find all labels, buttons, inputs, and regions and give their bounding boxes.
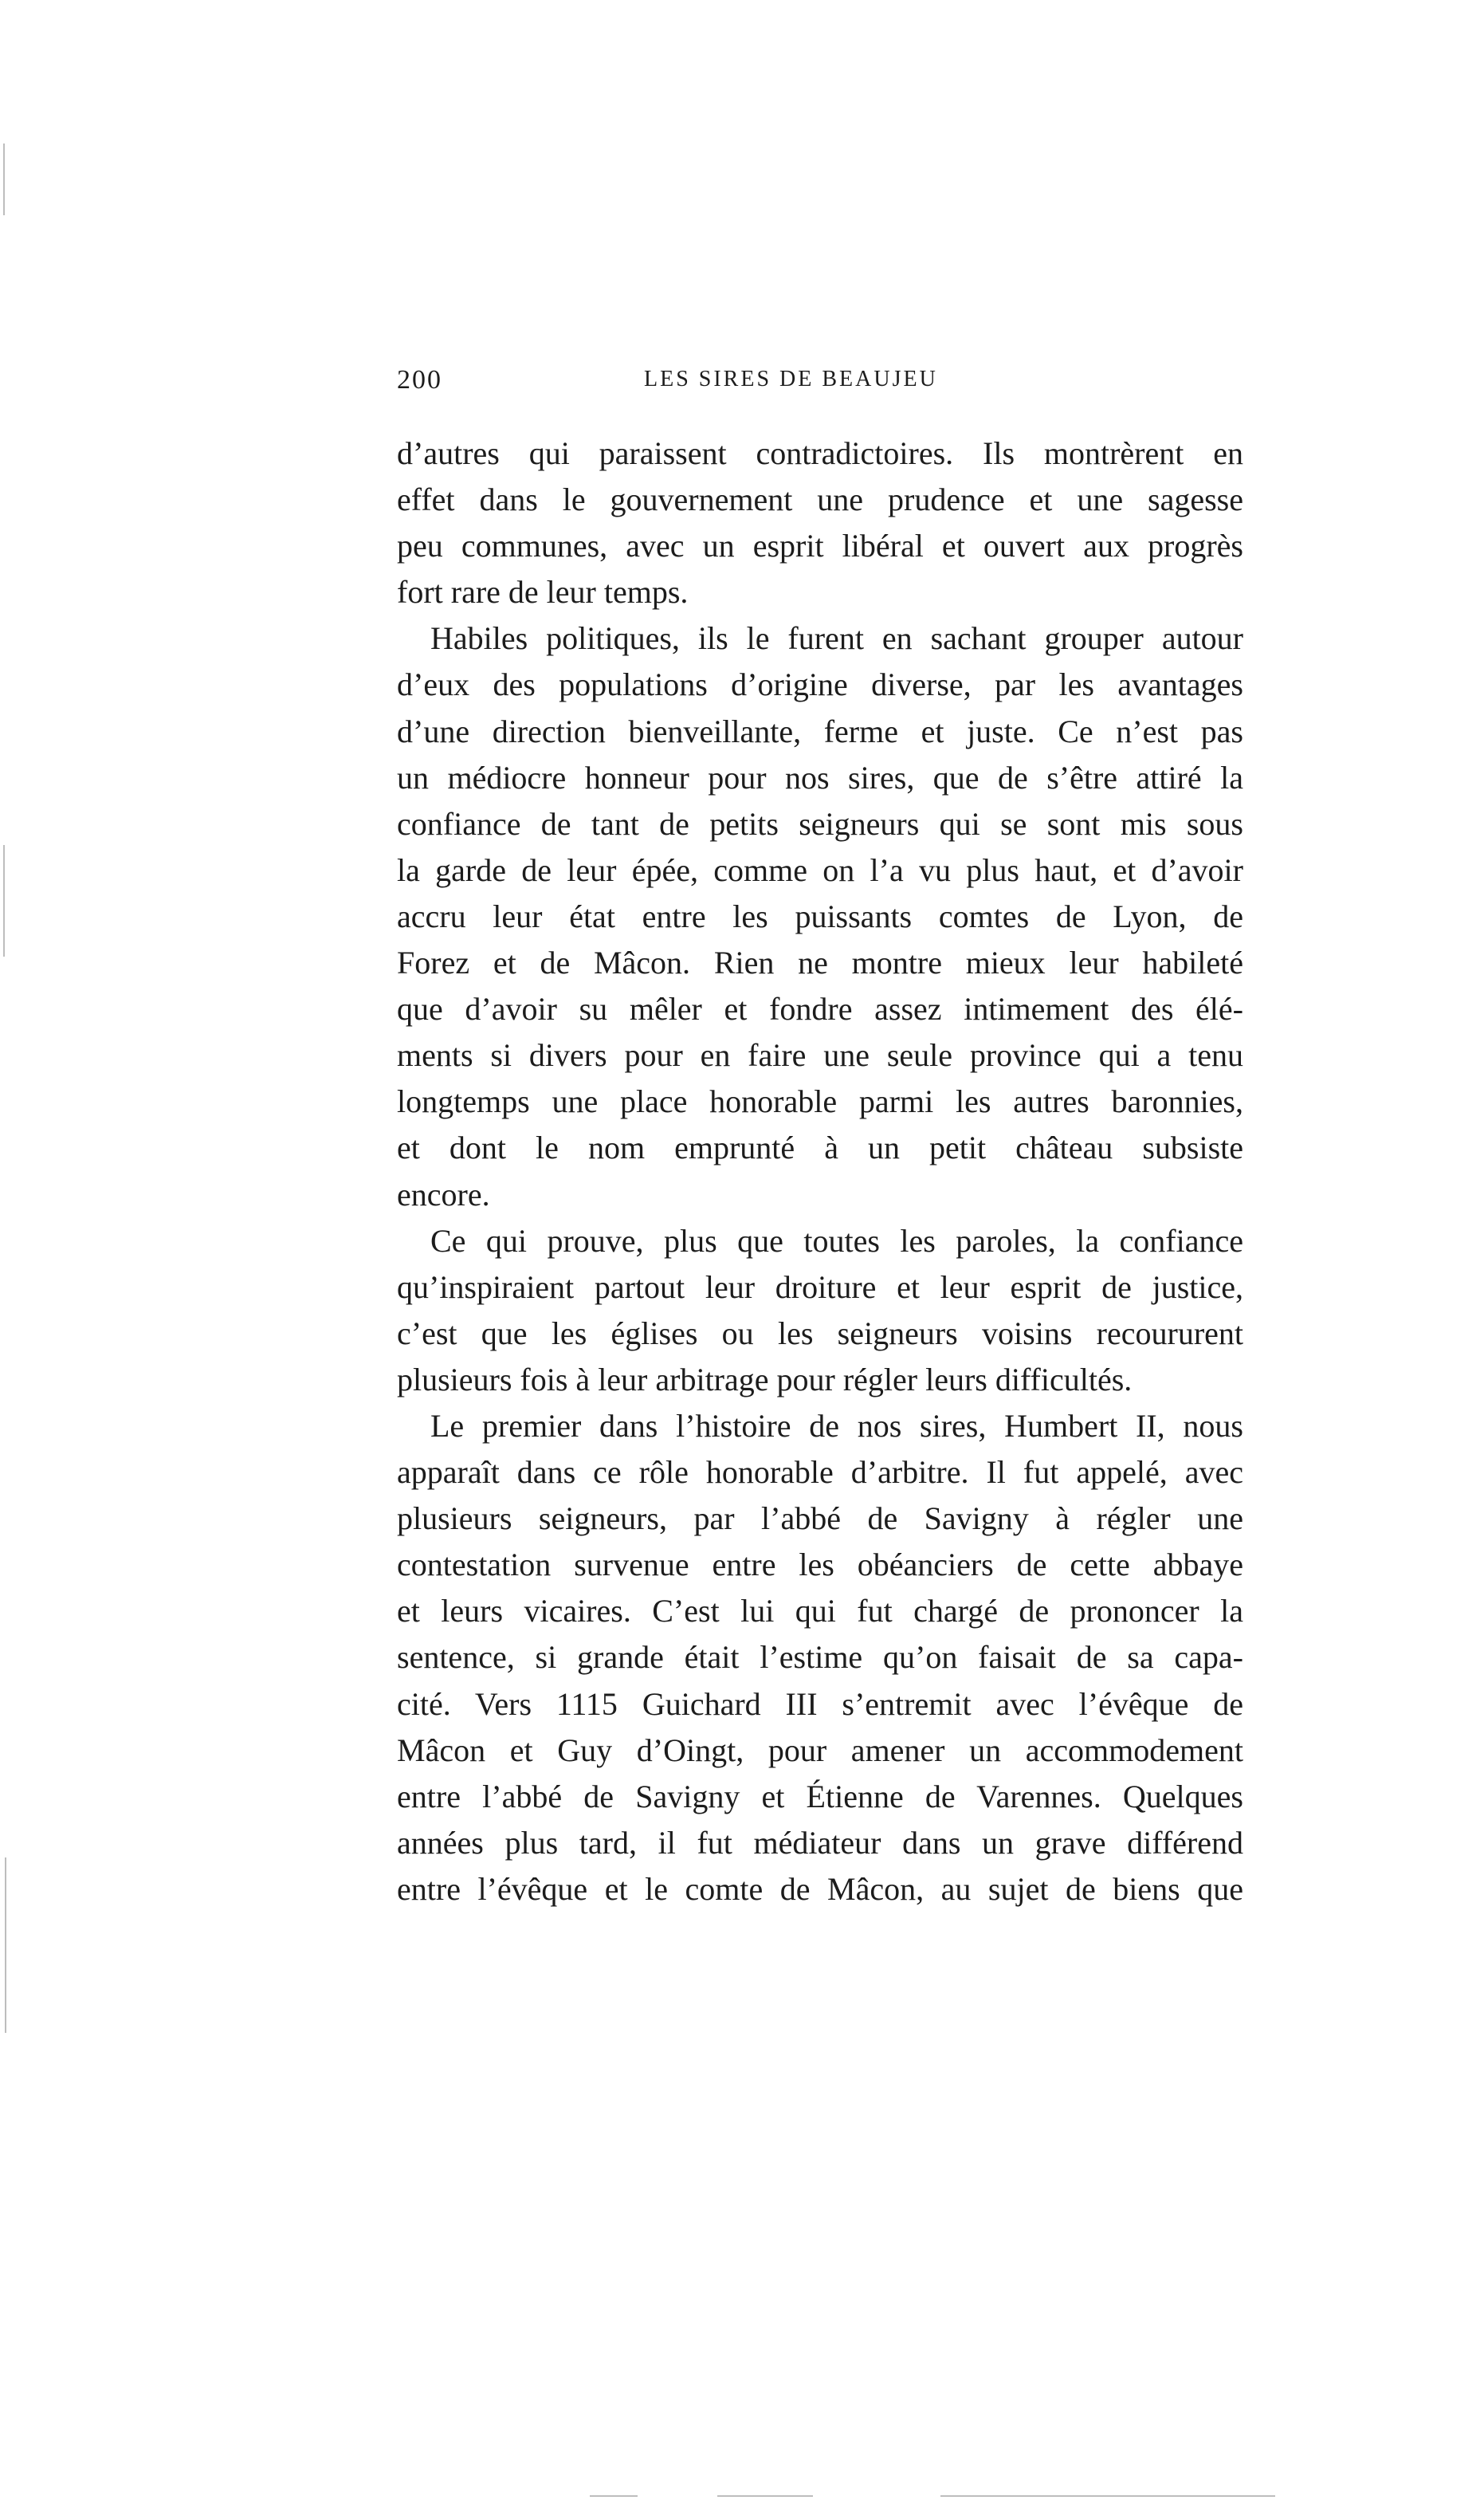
text-line: accru leur état entre les puissants comtes de Lyon, de (397, 898, 1243, 934)
text-line: plusieurs fois à leur arbitrage pour régler leurs difficultés. (397, 1361, 1133, 1397)
text-line: Le premier dans l’histoire de nos sires, Humbert II, nous (430, 1407, 1243, 1444)
text-line: et leurs vicaires. C’est lui qui fut chargé de prononcer la (397, 1593, 1243, 1629)
text-line: c’est que les églises ou les seigneurs voisins recoururent (397, 1315, 1243, 1351)
text-line: qu’inspiraient partout leur droiture et leur esprit de justice, (397, 1268, 1243, 1305)
text-line: d’eux des populations d’origine diverse, par les avantages (397, 666, 1243, 703)
scan-mark (590, 2495, 638, 2497)
text-line: Ce qui prouve, plus que toutes les paroles, la confiance (430, 1222, 1243, 1259)
scan-mark (3, 143, 5, 215)
text-line: encore. (397, 1176, 490, 1213)
page-header (397, 365, 1243, 405)
text-line: peu communes, avec un esprit libéral et ouvert aux progrès (397, 528, 1243, 564)
text-line: Mâcon et Guy d’Oingt, pour amener un accommodement (397, 1732, 1243, 1768)
text-line: confiance de tant de petits seigneurs qui se sont mis sous (397, 805, 1243, 842)
scan-mark (717, 2495, 813, 2497)
text-line: cité. Vers 1115 Guichard III s’entremit avec l’évêque de (397, 1685, 1243, 1722)
text-line: entre l’évêque et le comte de Mâcon, au sujet de biens que (397, 1870, 1243, 1907)
text-line: d’autres qui paraissent contradictoires. Ils montrèrent en (397, 435, 1243, 471)
text-line: plusieurs seigneurs, par l’abbé de Savigny à régler une (397, 1500, 1243, 1537)
scan-mark (3, 845, 5, 957)
page-number: 200 (397, 365, 442, 395)
text-line: Forez et de Mâcon. Rien ne montre mieux leur habileté (397, 945, 1243, 981)
text-line: contestation survenue entre les obéanciers de cette abbaye (397, 1547, 1243, 1583)
text-line: apparaît dans ce rôle honorable d’arbitre. Il fut appelé, avec (397, 1454, 1243, 1491)
text-line: un médiocre honneur pour nos sires, que de s’être attiré la (397, 759, 1243, 796)
running-title: LES SIRES DE BEAUJEU (644, 367, 938, 391)
text-line: fort rare de leur temps. (397, 574, 689, 611)
text-line: la garde de leur épée, comme on l’a vu plus haut, et d’avoir (397, 851, 1243, 888)
text-line: sentence, si grande était l’estime qu’on faisait de sa capa- (397, 1639, 1243, 1676)
text-line: effet dans le gouvernement une prudence et une sagesse (397, 482, 1243, 518)
body-text (397, 430, 1243, 1912)
scan-mark (5, 1857, 6, 2033)
text-line: d’une direction bienveillante, ferme et juste. Ce n’est pas (397, 713, 1243, 749)
text-line: années plus tard, il fut médiateur dans un grave différend (397, 1824, 1243, 1861)
text-line: longtemps une place honorable parmi les autres baronnies, (397, 1083, 1243, 1120)
scan-mark (940, 2495, 1275, 2497)
text-line: que d’avoir su mêler et fondre assez intimement des élé- (397, 991, 1243, 1028)
text-line: ments si divers pour en faire une seule province qui a tenu (397, 1037, 1243, 1074)
text-line: Habiles politiques, ils le furent en sachant grouper autour (430, 620, 1243, 657)
text-line: entre l’abbé de Savigny et Étienne de Varennes. Quelques (397, 1778, 1243, 1814)
text-line: et dont le nom emprunté à un petit château subsiste (397, 1130, 1243, 1166)
